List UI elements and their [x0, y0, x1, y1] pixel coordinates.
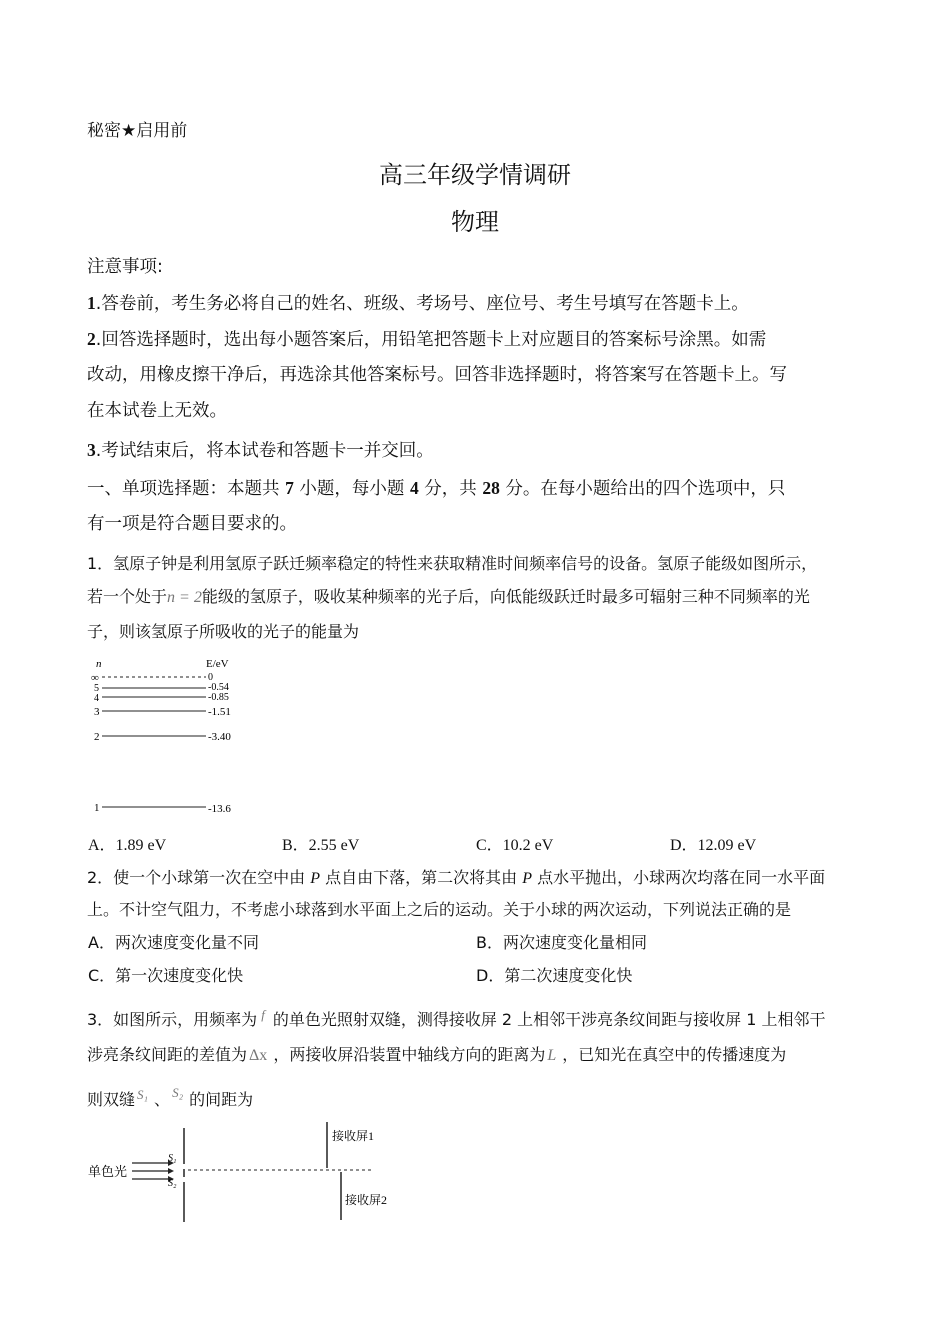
- q1-line-3: 子，则该氢原子所吸收的光子的能量为: [87, 622, 360, 641]
- q2-line-2: 上。不计空气阻力，不考虑小球落到水平面上之后的运动。关于小球的两次运动，下列说法正确的是: [87, 900, 792, 919]
- q1-line-1: 1．氢原子钟是利用氢原子跃迁频率稳定的特性来获取精准时间频率信号的设备。氢原子能级如图所示，: [87, 554, 818, 573]
- level-e-4: -0.85: [208, 692, 229, 703]
- q2-option-a[interactable]: A．两次速度变化量不同: [88, 933, 259, 952]
- level-n-1: 1: [94, 802, 100, 814]
- level-e-1: -13.6: [208, 803, 231, 815]
- note-2-line-1: 2.回答选择题时，选出每小题答案后，用铅笔把答题卡上对应题目的答案标号涂黑。如需: [87, 329, 767, 350]
- slit-s1-label: S₁: [168, 1153, 177, 1164]
- q3-line-3: 则双缝 $^{S_1}$ 、 $^{S_2}$ 的间距为: [87, 1085, 254, 1109]
- note-2-line-2: 改动，用橡皮擦干净后，再选涂其他答案标号。回答非选择题时，将答案写在答题卡上。写: [87, 365, 787, 385]
- screen-1-label: 接收屏1: [332, 1129, 375, 1143]
- e-axis-label: E/eV: [206, 658, 229, 670]
- subject-title: 物理: [451, 208, 499, 236]
- double-slit-diagram: [88, 1118, 398, 1228]
- section-1-line-2: 有一项是符合题目要求的。: [87, 514, 297, 534]
- level-e-5: -0.54: [208, 682, 229, 693]
- q3-line-2: 涉亮条纹间距的差值为 Δx ，两接收屏沿装置中轴线方向的距离为 L ，已知光在真空中的传播速度为: [87, 1045, 787, 1064]
- light-source-label: 单色光: [88, 1164, 128, 1179]
- q1-math-n2: n = 2: [167, 589, 202, 606]
- note-2-line-3: 在本试卷上无效。: [87, 401, 227, 421]
- q1-option-d[interactable]: D．12.09 eV: [670, 837, 757, 854]
- q3-line-1: 3．如图所示，用频率为 $^f$ 的单色光照射双缝，测得接收屏 2 上相邻干涉亮条纹间距与接收屏 1 上相邻干: [87, 1007, 826, 1029]
- level-e-2: -3.40: [208, 731, 231, 743]
- level-n-2: 2: [94, 731, 100, 743]
- level-e-inf: 0: [208, 672, 213, 683]
- screen-2-label: 接收屏2: [345, 1193, 388, 1207]
- notes-heading: 注意事项:: [87, 257, 163, 277]
- q1-line-2: 若一个处于n = 2能级的氢原子，吸收某种频率的光子后，向低能级跃迁时最多可辐射三种不同频率的光: [87, 587, 810, 606]
- note-3: 3.考试结束后，将本试卷和答题卡一并交回。: [87, 440, 434, 461]
- q2-option-c[interactable]: C．第一次速度变化快: [88, 966, 244, 985]
- level-e-3: -1.51: [208, 706, 231, 718]
- q2-option-b[interactable]: B．两次速度变化量相同: [476, 933, 647, 952]
- q2-option-d[interactable]: D．第二次速度变化快: [476, 966, 633, 985]
- level-n-3: 3: [94, 706, 100, 718]
- slit-s2-label: S₂: [168, 1178, 177, 1189]
- q2-line-1: 2．使一个小球第一次在空中由 P 点自由下落，第二次将其由 P 点水平抛出，小球两次均落在同一水平面: [87, 868, 826, 887]
- note-1: 1.答卷前，考生务必将自己的姓名、班级、考场号、座位号、考生号填写在答题卡上。: [87, 293, 749, 314]
- level-n-5: 5: [94, 683, 99, 694]
- level-n-4: 4: [94, 693, 99, 704]
- energy-level-diagram: [88, 652, 248, 820]
- secret-label: 秘密★启用前: [87, 121, 188, 141]
- section-1-line-1: 一、单项选择题：本题共 7 小题，每小题 4 分，共 28 分。在每小题给出的四个选项中，只: [87, 478, 786, 499]
- level-n-inf: ∞: [91, 672, 99, 684]
- q1-option-b[interactable]: B．2.55 eV: [282, 837, 360, 854]
- q1-option-c[interactable]: C．10.2 eV: [476, 837, 554, 854]
- exam-title: 高三年级学情调研: [379, 161, 571, 189]
- n-axis-label: n: [96, 658, 102, 670]
- q1-option-a[interactable]: A．1.89 eV: [88, 837, 167, 854]
